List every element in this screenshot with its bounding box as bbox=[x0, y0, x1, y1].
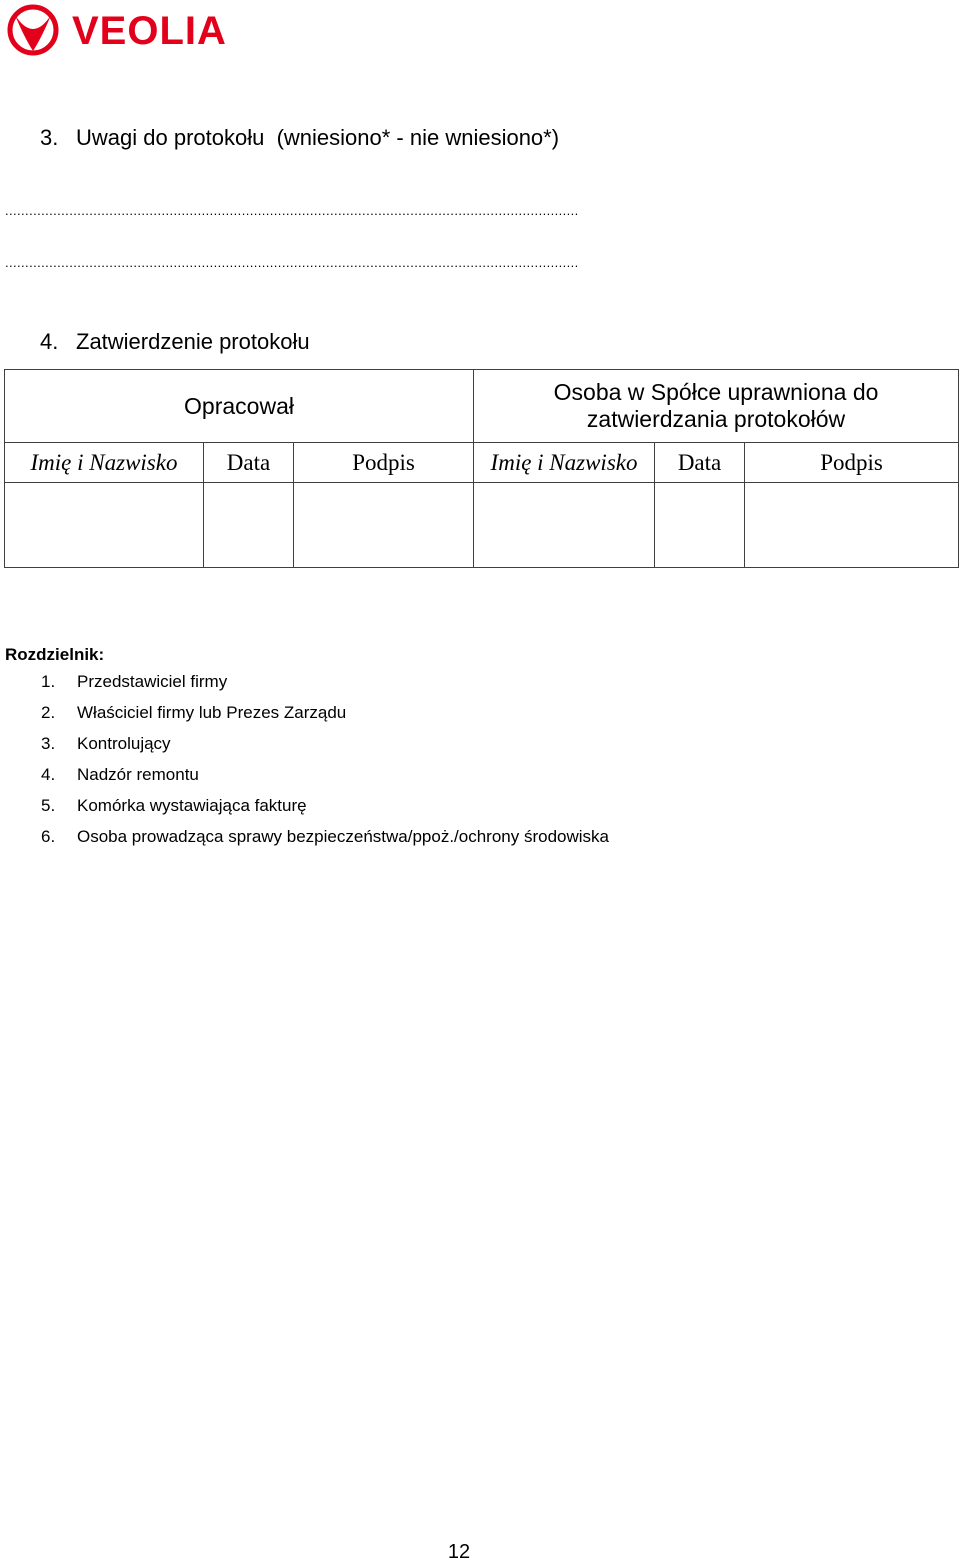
approver-header: Osoba w Spółce uprawniona do zatwierdzania protokołów bbox=[474, 370, 959, 443]
list-item-text: Komórka wystawiająca fakturę bbox=[77, 796, 307, 815]
remarks-line-2: ............................................................................................................................................... bbox=[5, 255, 579, 270]
signature-cell-prepared[interactable] bbox=[294, 483, 474, 568]
section-3-title: Uwagi do protokołu bbox=[76, 125, 265, 150]
veolia-logo bbox=[6, 3, 227, 58]
column-header-name-approver: Imię i Nazwisko bbox=[474, 443, 655, 483]
name-cell-approver[interactable] bbox=[474, 483, 655, 568]
remarks-line-1: ............................................................................................................................................... bbox=[5, 203, 579, 218]
prepared-by-header: Opracował bbox=[5, 370, 474, 443]
list-item-number: 4. bbox=[41, 765, 56, 784]
column-header-signature-prepared: Podpis bbox=[294, 443, 474, 483]
list-item-number: 2. bbox=[41, 703, 56, 722]
column-header-date-prepared: Data bbox=[204, 443, 294, 483]
section-3-note: (wniesiono* - nie wniesiono*) bbox=[276, 125, 560, 150]
veolia-emblem-icon bbox=[6, 3, 66, 58]
name-cell-prepared[interactable] bbox=[5, 483, 204, 568]
list-item-text: Przedstawiciel firmy bbox=[77, 672, 228, 691]
list-item-text: Nadzór remontu bbox=[77, 765, 199, 784]
section-3-number: 3. bbox=[40, 125, 59, 150]
brand-name: VEOLIA bbox=[72, 9, 227, 53]
list-item-number: 1. bbox=[41, 672, 56, 691]
list-item bbox=[5, 666, 609, 697]
list-item-number: 5. bbox=[41, 796, 56, 815]
list-item-number: 6. bbox=[41, 827, 56, 846]
section-4-number: 4. bbox=[40, 329, 59, 354]
column-header-date-approver: Data bbox=[655, 443, 745, 483]
section-4-title: Zatwierdzenie protokołu bbox=[76, 329, 310, 354]
column-header-signature-approver: Podpis bbox=[745, 443, 959, 483]
distribution-list bbox=[5, 644, 609, 852]
column-header-name-prepared: Imię i Nazwisko bbox=[5, 443, 204, 483]
date-cell-prepared[interactable] bbox=[204, 483, 294, 568]
list-item bbox=[5, 728, 609, 759]
list-item-text: Kontrolujący bbox=[77, 734, 171, 753]
section-3-heading bbox=[40, 124, 559, 152]
list-item bbox=[5, 821, 609, 852]
list-item bbox=[5, 790, 609, 821]
distribution-title: Rozdzielnik: bbox=[5, 645, 105, 664]
list-item-text: Właściciel firmy lub Prezes Zarządu bbox=[77, 703, 347, 722]
date-cell-approver[interactable] bbox=[655, 483, 745, 568]
section-4-heading bbox=[40, 328, 310, 356]
approval-table bbox=[4, 369, 959, 568]
list-item-number: 3. bbox=[41, 734, 56, 753]
page-number: 12 bbox=[447, 1541, 471, 1563]
list-item bbox=[5, 697, 609, 728]
list-item-text: Osoba prowadząca sprawy bezpieczeństwa/ppoż./ochrony środowiska bbox=[77, 827, 609, 846]
list-item bbox=[5, 759, 609, 790]
signature-cell-approver[interactable] bbox=[745, 483, 959, 568]
